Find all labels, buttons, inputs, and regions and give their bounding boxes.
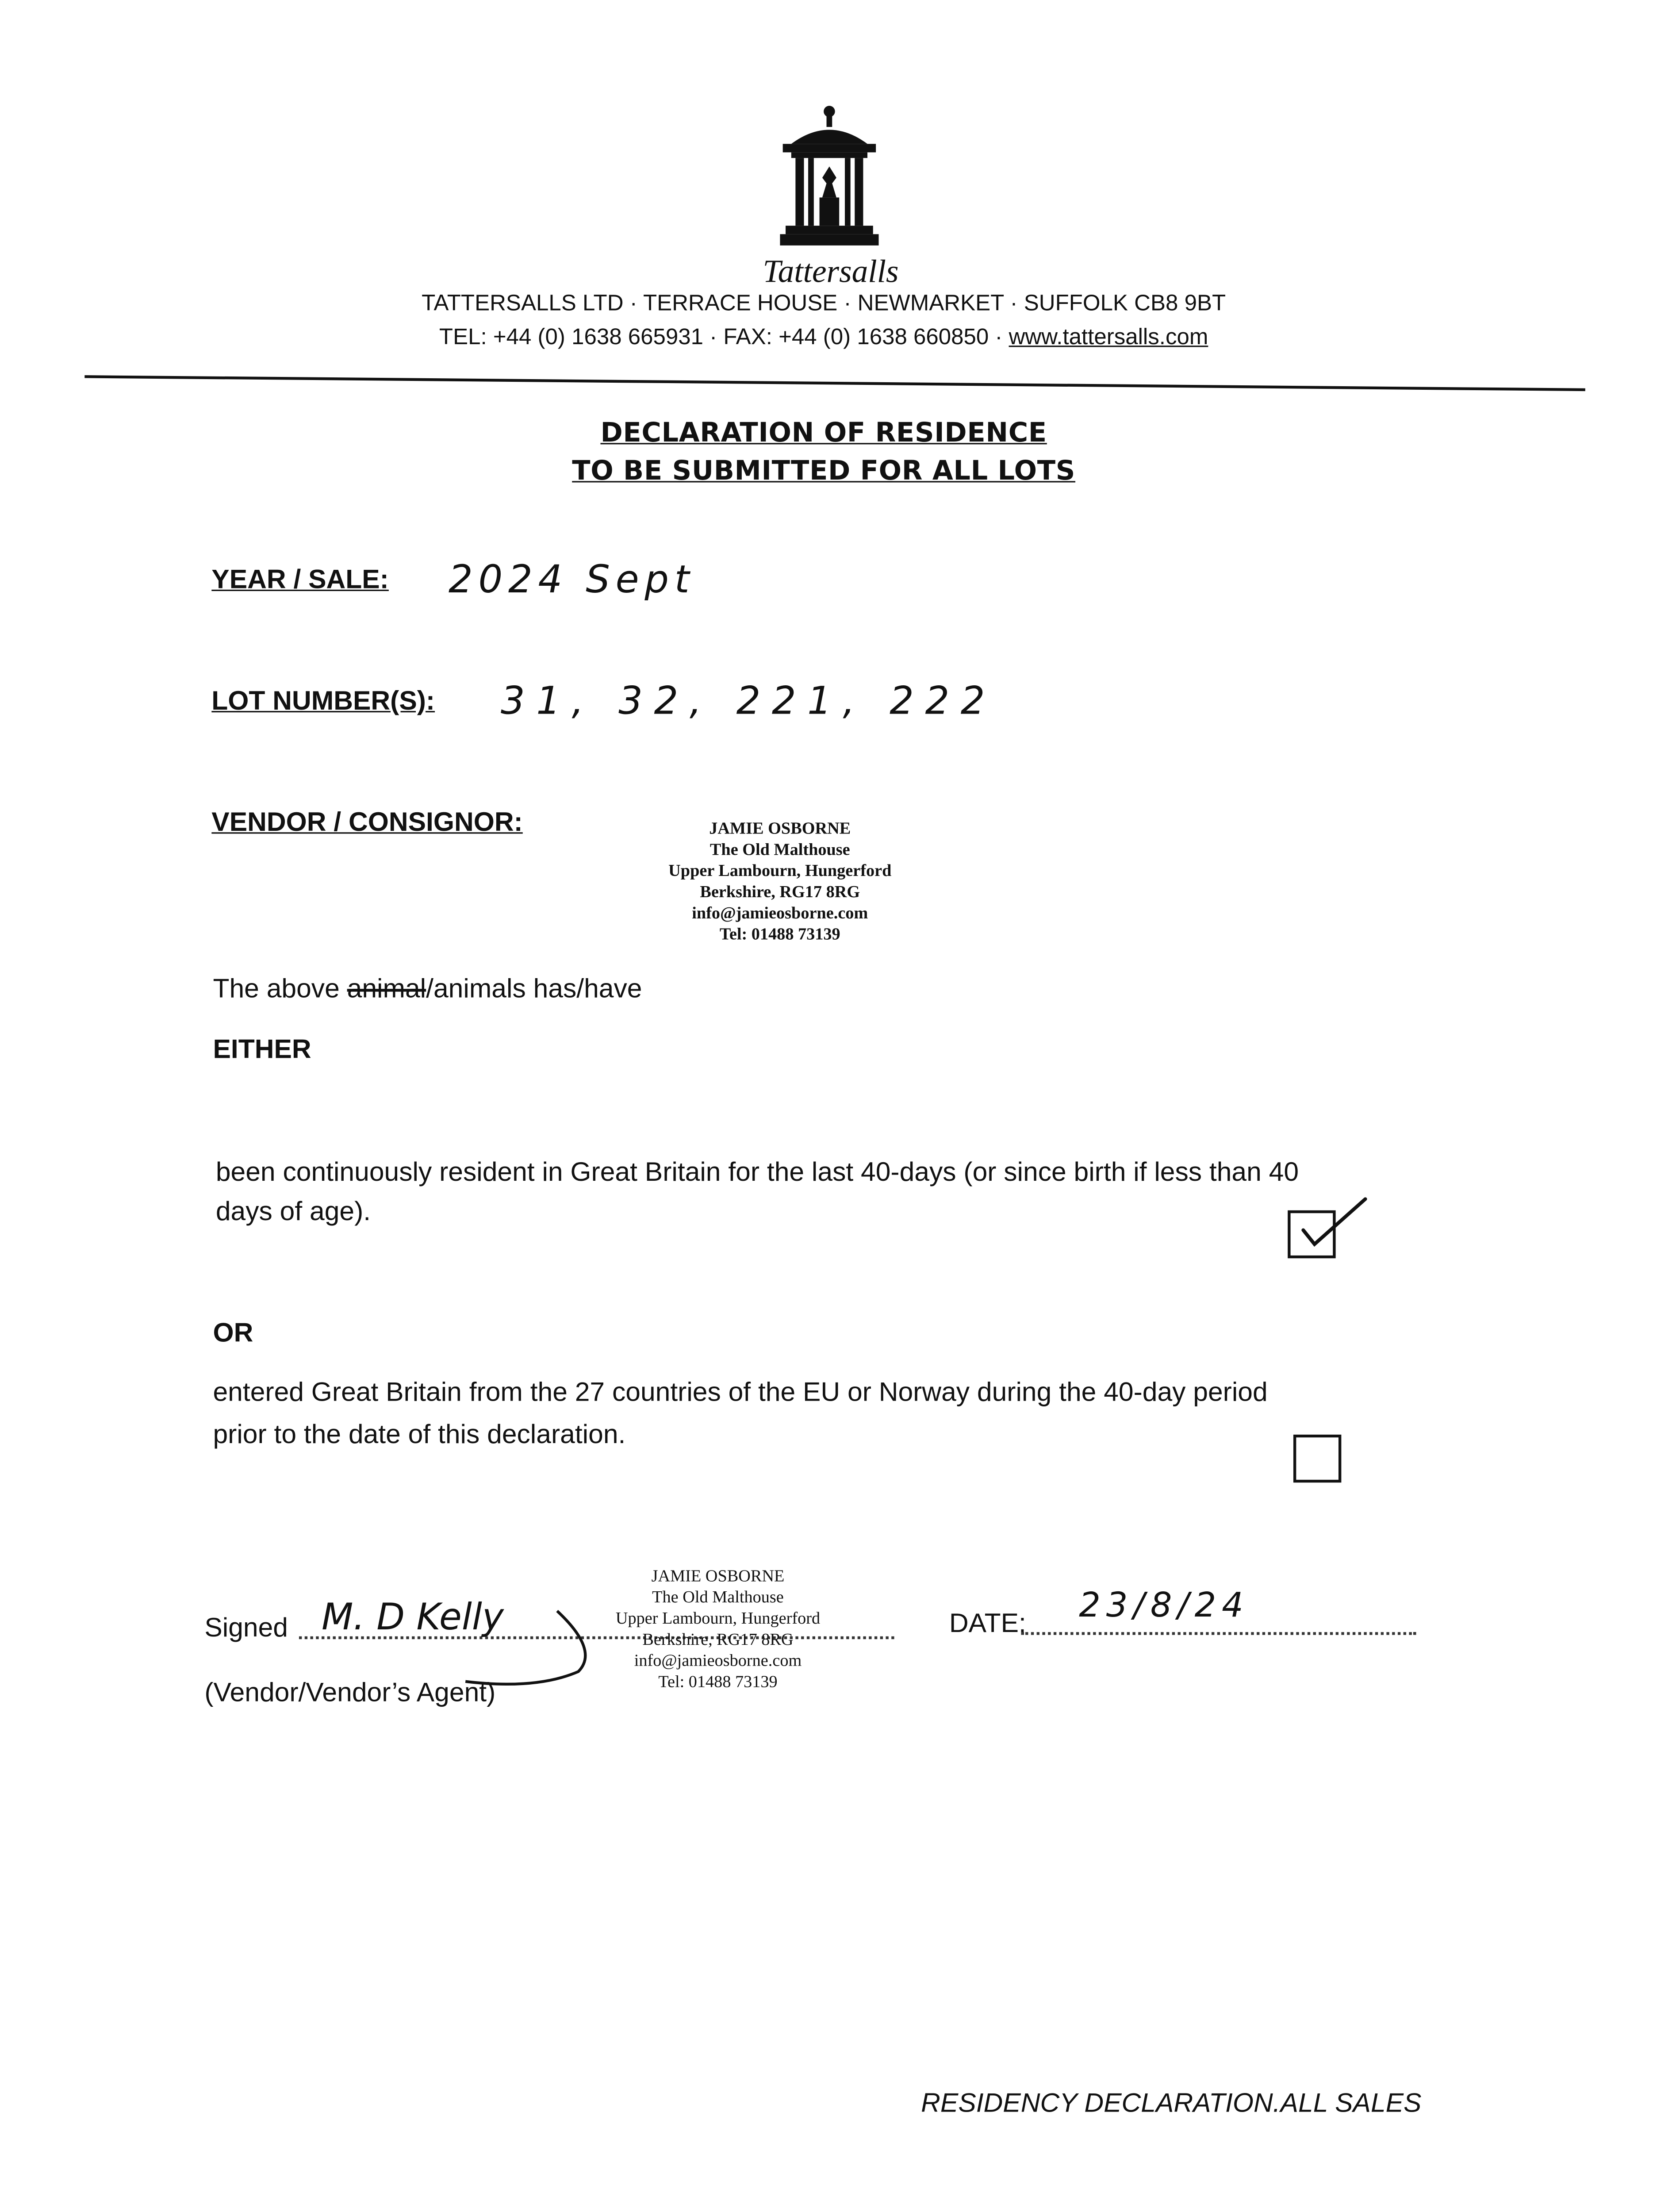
date-label: DATE: — [949, 1609, 1026, 1640]
stamp-line: Upper Lambourn, Hungerford — [668, 860, 892, 880]
company-address: TATTERSALLS LTD · TERRACE HOUSE · NEWMARKET · SUFFOLK CB8 9BT — [422, 292, 1226, 316]
signed-label: Signed — [204, 1613, 288, 1644]
year-sale-label: YEAR / SALE: — [211, 565, 389, 595]
option1-text-line1: been continuously resident in Great Britain for the last 40-days (or since birth if less than 40 — [215, 1158, 1299, 1188]
stamp-line: Berkshire, RG17 8RG — [642, 1629, 794, 1649]
vendor-agent-label: (Vendor/Vendor’s Agent) — [204, 1678, 496, 1709]
lot-numbers-label: LOT NUMBER(S): — [211, 687, 435, 717]
stamp-line: JAMIE OSBORNE — [709, 818, 851, 838]
option2-text-line1: entered Great Britain from the 27 countries of the EU or Norway during the 40-day period — [213, 1378, 1268, 1408]
vendor-stamp — [668, 818, 891, 945]
date-value[interactable]: 23/8/24 — [1079, 1585, 1249, 1625]
checkmark-icon — [1295, 1194, 1371, 1250]
signature-stamp — [616, 1566, 820, 1693]
tattersalls-logo-icon — [780, 104, 878, 248]
document-subtitle: TO BE SUBMITTED FOR ALL LOTS — [572, 455, 1076, 487]
struck-word: animal — [347, 975, 426, 1005]
stamp-line: Upper Lambourn, Hungerford — [615, 1608, 821, 1628]
statement-suffix: /animals has/have — [426, 975, 642, 1005]
stamp-line: The Old Malthouse — [710, 839, 850, 859]
year-sale-value[interactable]: 2024 Sept — [448, 558, 695, 603]
stamp-line: Tel: 01488 73139 — [719, 924, 840, 944]
footer-text: RESIDENCY DECLARATION.ALL SALES — [921, 2089, 1422, 2119]
handwritten-signature: M. D Kelly — [322, 1597, 504, 1640]
statement-prefix: The above — [213, 975, 347, 1005]
date-line[interactable] — [1021, 1632, 1416, 1635]
website-link[interactable]: www.tattersalls.com — [1009, 326, 1208, 350]
or-label: OR — [213, 1319, 253, 1349]
contact-phone-fax: TEL: +44 (0) 1638 665931 · FAX: +44 (0) 1638 660850 · — [439, 326, 1009, 350]
option2-checkbox[interactable] — [1293, 1435, 1341, 1482]
stamp-line: The Old Malthouse — [652, 1587, 784, 1607]
vendor-label: VENDOR / CONSIGNOR: — [211, 808, 523, 838]
option1-text-line2: days of age). — [215, 1198, 371, 1228]
stamp-line: info@jamieosborne.com — [634, 1650, 802, 1671]
logo-wordmark: Tattersalls — [763, 253, 899, 289]
stamp-line: info@jamieosborne.com — [692, 902, 868, 923]
lot-numbers-value[interactable]: 31, 32, 221, 222 — [500, 680, 997, 724]
company-contact — [439, 326, 1208, 351]
either-label: EITHER — [213, 1035, 311, 1065]
option2-text-line2: prior to the date of this declaration. — [213, 1420, 626, 1450]
header-divider — [84, 375, 1585, 391]
statement-intro — [213, 975, 642, 1006]
stamp-line: Tel: 01488 73139 — [658, 1671, 778, 1692]
stamp-line: Berkshire, RG17 8RG — [700, 881, 860, 902]
document-title: DECLARATION OF RESIDENCE — [600, 417, 1047, 449]
stamp-line: JAMIE OSBORNE — [651, 1566, 785, 1586]
